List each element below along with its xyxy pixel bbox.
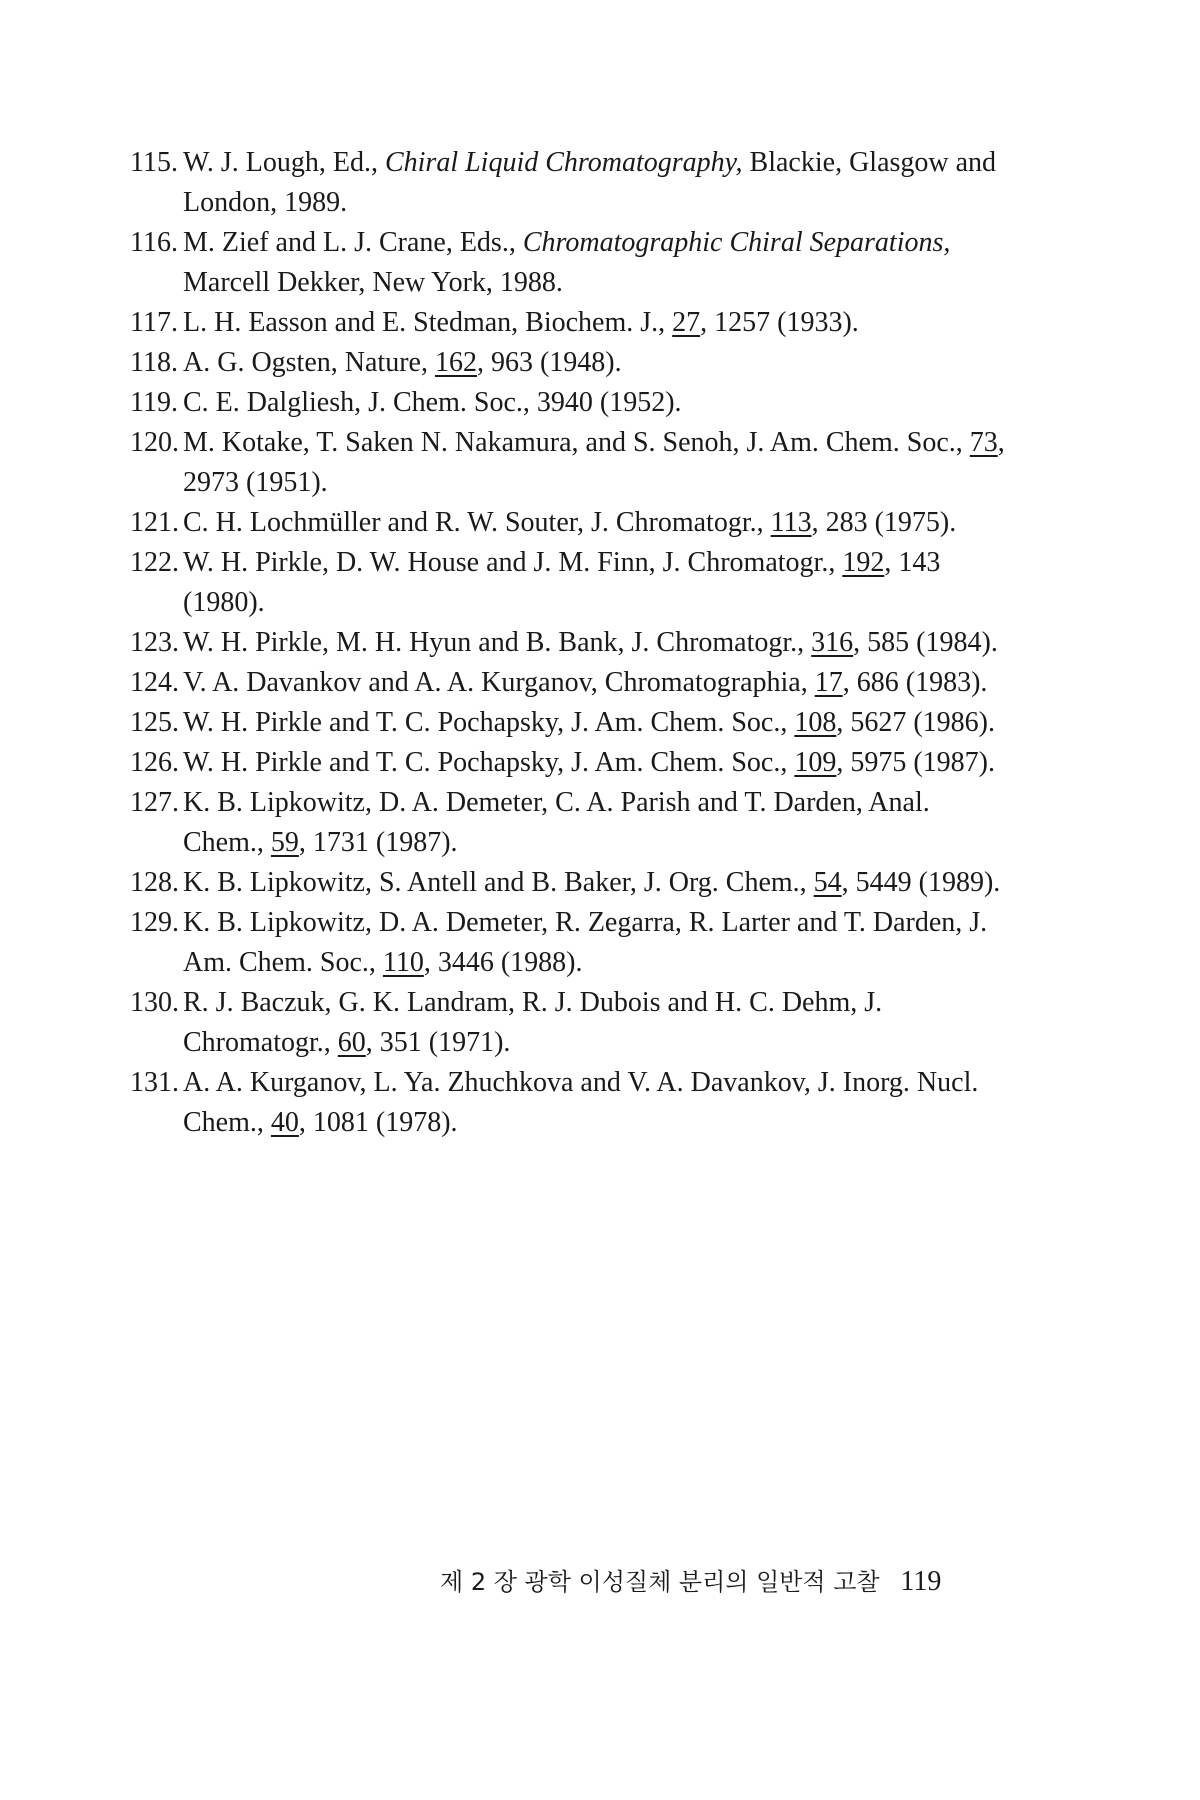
reference-text <box>183 427 1005 498</box>
reference-segment: , 3446 (1988). <box>423 947 583 978</box>
reference-item <box>130 423 1010 503</box>
reference-item <box>130 223 1010 303</box>
reference-segment: K. B. Lipkowitz, D. A. Demeter, C. A. Parish and T. Darden, Anal. Chem., <box>183 787 930 858</box>
reference-segment: , 351 (1971). <box>365 1027 511 1058</box>
reference-segment: K. B. Lipkowitz, S. Antell and B. Baker, J. Org. Chem., <box>183 867 814 898</box>
reference-segment: W. J. Lough, Ed., <box>183 147 385 178</box>
reference-number: 131. <box>130 1067 179 1098</box>
reference-item <box>130 543 1010 623</box>
reference-item <box>130 663 1010 703</box>
running-footer-chapter-title: 제 2 장 광학 이성질체 분리의 일반적 고찰 <box>440 1568 880 1596</box>
reference-text <box>183 147 996 218</box>
reference-item <box>130 383 1010 423</box>
reference-segment: , 686 (1983). <box>842 667 988 698</box>
reference-number: 119. <box>130 387 178 418</box>
reference-segment: Marcell Dekker, New York, 1988. <box>183 267 563 298</box>
reference-segment: , 1731 (1987). <box>298 827 458 858</box>
reference-segment: , 1081 (1978). <box>298 1107 458 1138</box>
reference-title-italic: Chromatographic Chiral Separations, <box>522 227 951 258</box>
reference-item <box>130 983 1010 1063</box>
reference-text <box>183 387 682 418</box>
reference-item <box>130 1063 1010 1143</box>
reference-item <box>130 503 1010 543</box>
reference-number: 115. <box>130 147 178 178</box>
reference-text <box>183 627 998 658</box>
reference-volume: 40 <box>270 1107 299 1138</box>
reference-number: 123. <box>130 627 179 658</box>
page-footer <box>440 1562 1040 1598</box>
reference-segment: Blackie, Glasgow and London, 1989. <box>183 147 997 218</box>
reference-text <box>183 547 940 618</box>
reference-title-italic: Chiral Liquid Chromatography, <box>384 147 743 178</box>
reference-text <box>183 307 859 338</box>
reference-item <box>130 343 1010 383</box>
reference-segment: W. H. Pirkle and T. C. Pochapsky, J. Am. Chem. Soc., <box>183 707 795 738</box>
reference-number: 126. <box>130 747 179 778</box>
reference-segment: R. J. Baczuk, G. K. Landram, R. J. Dubois and H. C. Dehm, J. Chromatogr., <box>183 987 883 1058</box>
reference-segment: W. H. Pirkle and T. C. Pochapsky, J. Am. Chem. Soc., <box>183 747 795 778</box>
reference-number: 121. <box>130 507 179 538</box>
reference-segment: K. B. Lipkowitz, D. A. Demeter, R. Zegarra, R. Larter and T. Darden, J. Am. Chem. Soc., <box>183 907 988 978</box>
reference-item <box>130 623 1010 663</box>
reference-segment: , 5975 (1987). <box>836 747 995 778</box>
reference-list <box>130 143 1010 1143</box>
reference-number: 118. <box>130 347 178 378</box>
reference-text <box>183 747 995 778</box>
reference-text <box>183 1067 978 1138</box>
reference-segment: , 585 (1984). <box>853 627 998 658</box>
reference-text <box>183 347 622 378</box>
reference-volume: 73 <box>969 427 998 458</box>
reference-number: 128. <box>130 867 179 898</box>
reference-number: 129. <box>130 907 179 938</box>
reference-segment: V. A. Davankov and A. A. Kurganov, Chromatographia, <box>183 667 815 698</box>
reference-text <box>183 867 1000 898</box>
reference-item <box>130 703 1010 743</box>
reference-item <box>130 303 1010 343</box>
reference-text <box>183 907 987 978</box>
reference-segment: C. H. Lochmüller and R. W. Souter, J. Chromatogr., <box>183 507 771 538</box>
reference-segment: C. E. Dalgliesh, J. Chem. Soc., 3940 (1952). <box>183 387 682 418</box>
reference-number: 125. <box>130 707 179 738</box>
reference-volume: 108 <box>794 707 837 738</box>
reference-segment: W. H. Pirkle, M. H. Hyun and B. Bank, J. Chromatogr., <box>183 627 812 658</box>
reference-number: 122. <box>130 547 179 578</box>
reference-text <box>183 667 987 698</box>
reference-volume: 59 <box>270 827 299 858</box>
reference-text <box>183 987 882 1058</box>
reference-segment: A. G. Ogsten, Nature, <box>183 347 435 378</box>
reference-volume: 17 <box>814 667 843 698</box>
reference-item <box>130 863 1010 903</box>
reference-text <box>183 507 956 538</box>
reference-volume: 60 <box>337 1027 366 1058</box>
reference-text <box>183 707 995 738</box>
reference-number: 124. <box>130 667 179 698</box>
reference-number: 120. <box>130 427 179 458</box>
reference-segment: L. H. Easson and E. Stedman, Biochem. J., <box>183 307 673 338</box>
reference-segment: W. H. Pirkle, D. W. House and J. M. Finn, J. Chromatogr., <box>183 547 843 578</box>
reference-segment: M. Kotake, T. Saken N. Nakamura, and S. Senoh, J. Am. Chem. Soc., <box>183 427 970 458</box>
reference-number: 117. <box>130 307 178 338</box>
reference-segment: A. A. Kurganov, L. Ya. Zhuchkova and V. A. Davankov, J. Inorg. Nucl. Chem., <box>183 1067 979 1138</box>
reference-segment: , 143 (1980). <box>183 547 941 618</box>
reference-segment: , 1257 (1933). <box>700 307 859 338</box>
reference-volume: 109 <box>794 747 837 778</box>
reference-item <box>130 783 1010 863</box>
reference-volume: 54 <box>813 867 842 898</box>
reference-item <box>130 143 1010 223</box>
reference-segment: M. Zief and L. J. Crane, Eds., <box>183 227 523 258</box>
reference-segment: , 5627 (1986). <box>836 707 995 738</box>
reference-item <box>130 743 1010 783</box>
reference-number: 116. <box>130 227 178 258</box>
reference-segment: , 2973 (1951). <box>183 427 1005 498</box>
reference-volume: 113 <box>770 507 812 538</box>
reference-item <box>130 903 1010 983</box>
reference-segment: , 5449 (1989). <box>841 867 1001 898</box>
reference-segment: , 963 (1948). <box>476 347 622 378</box>
reference-volume: 27 <box>672 307 701 338</box>
reference-text <box>183 787 930 858</box>
reference-volume: 110 <box>382 947 424 978</box>
reference-segment: , 283 (1975). <box>811 507 957 538</box>
reference-text <box>183 227 950 298</box>
reference-volume: 316 <box>811 627 854 658</box>
page-number: 119 <box>900 1566 942 1597</box>
reference-number: 127. <box>130 787 179 818</box>
reference-number: 130. <box>130 987 179 1018</box>
reference-volume: 192 <box>842 547 885 578</box>
reference-volume: 162 <box>434 347 477 378</box>
